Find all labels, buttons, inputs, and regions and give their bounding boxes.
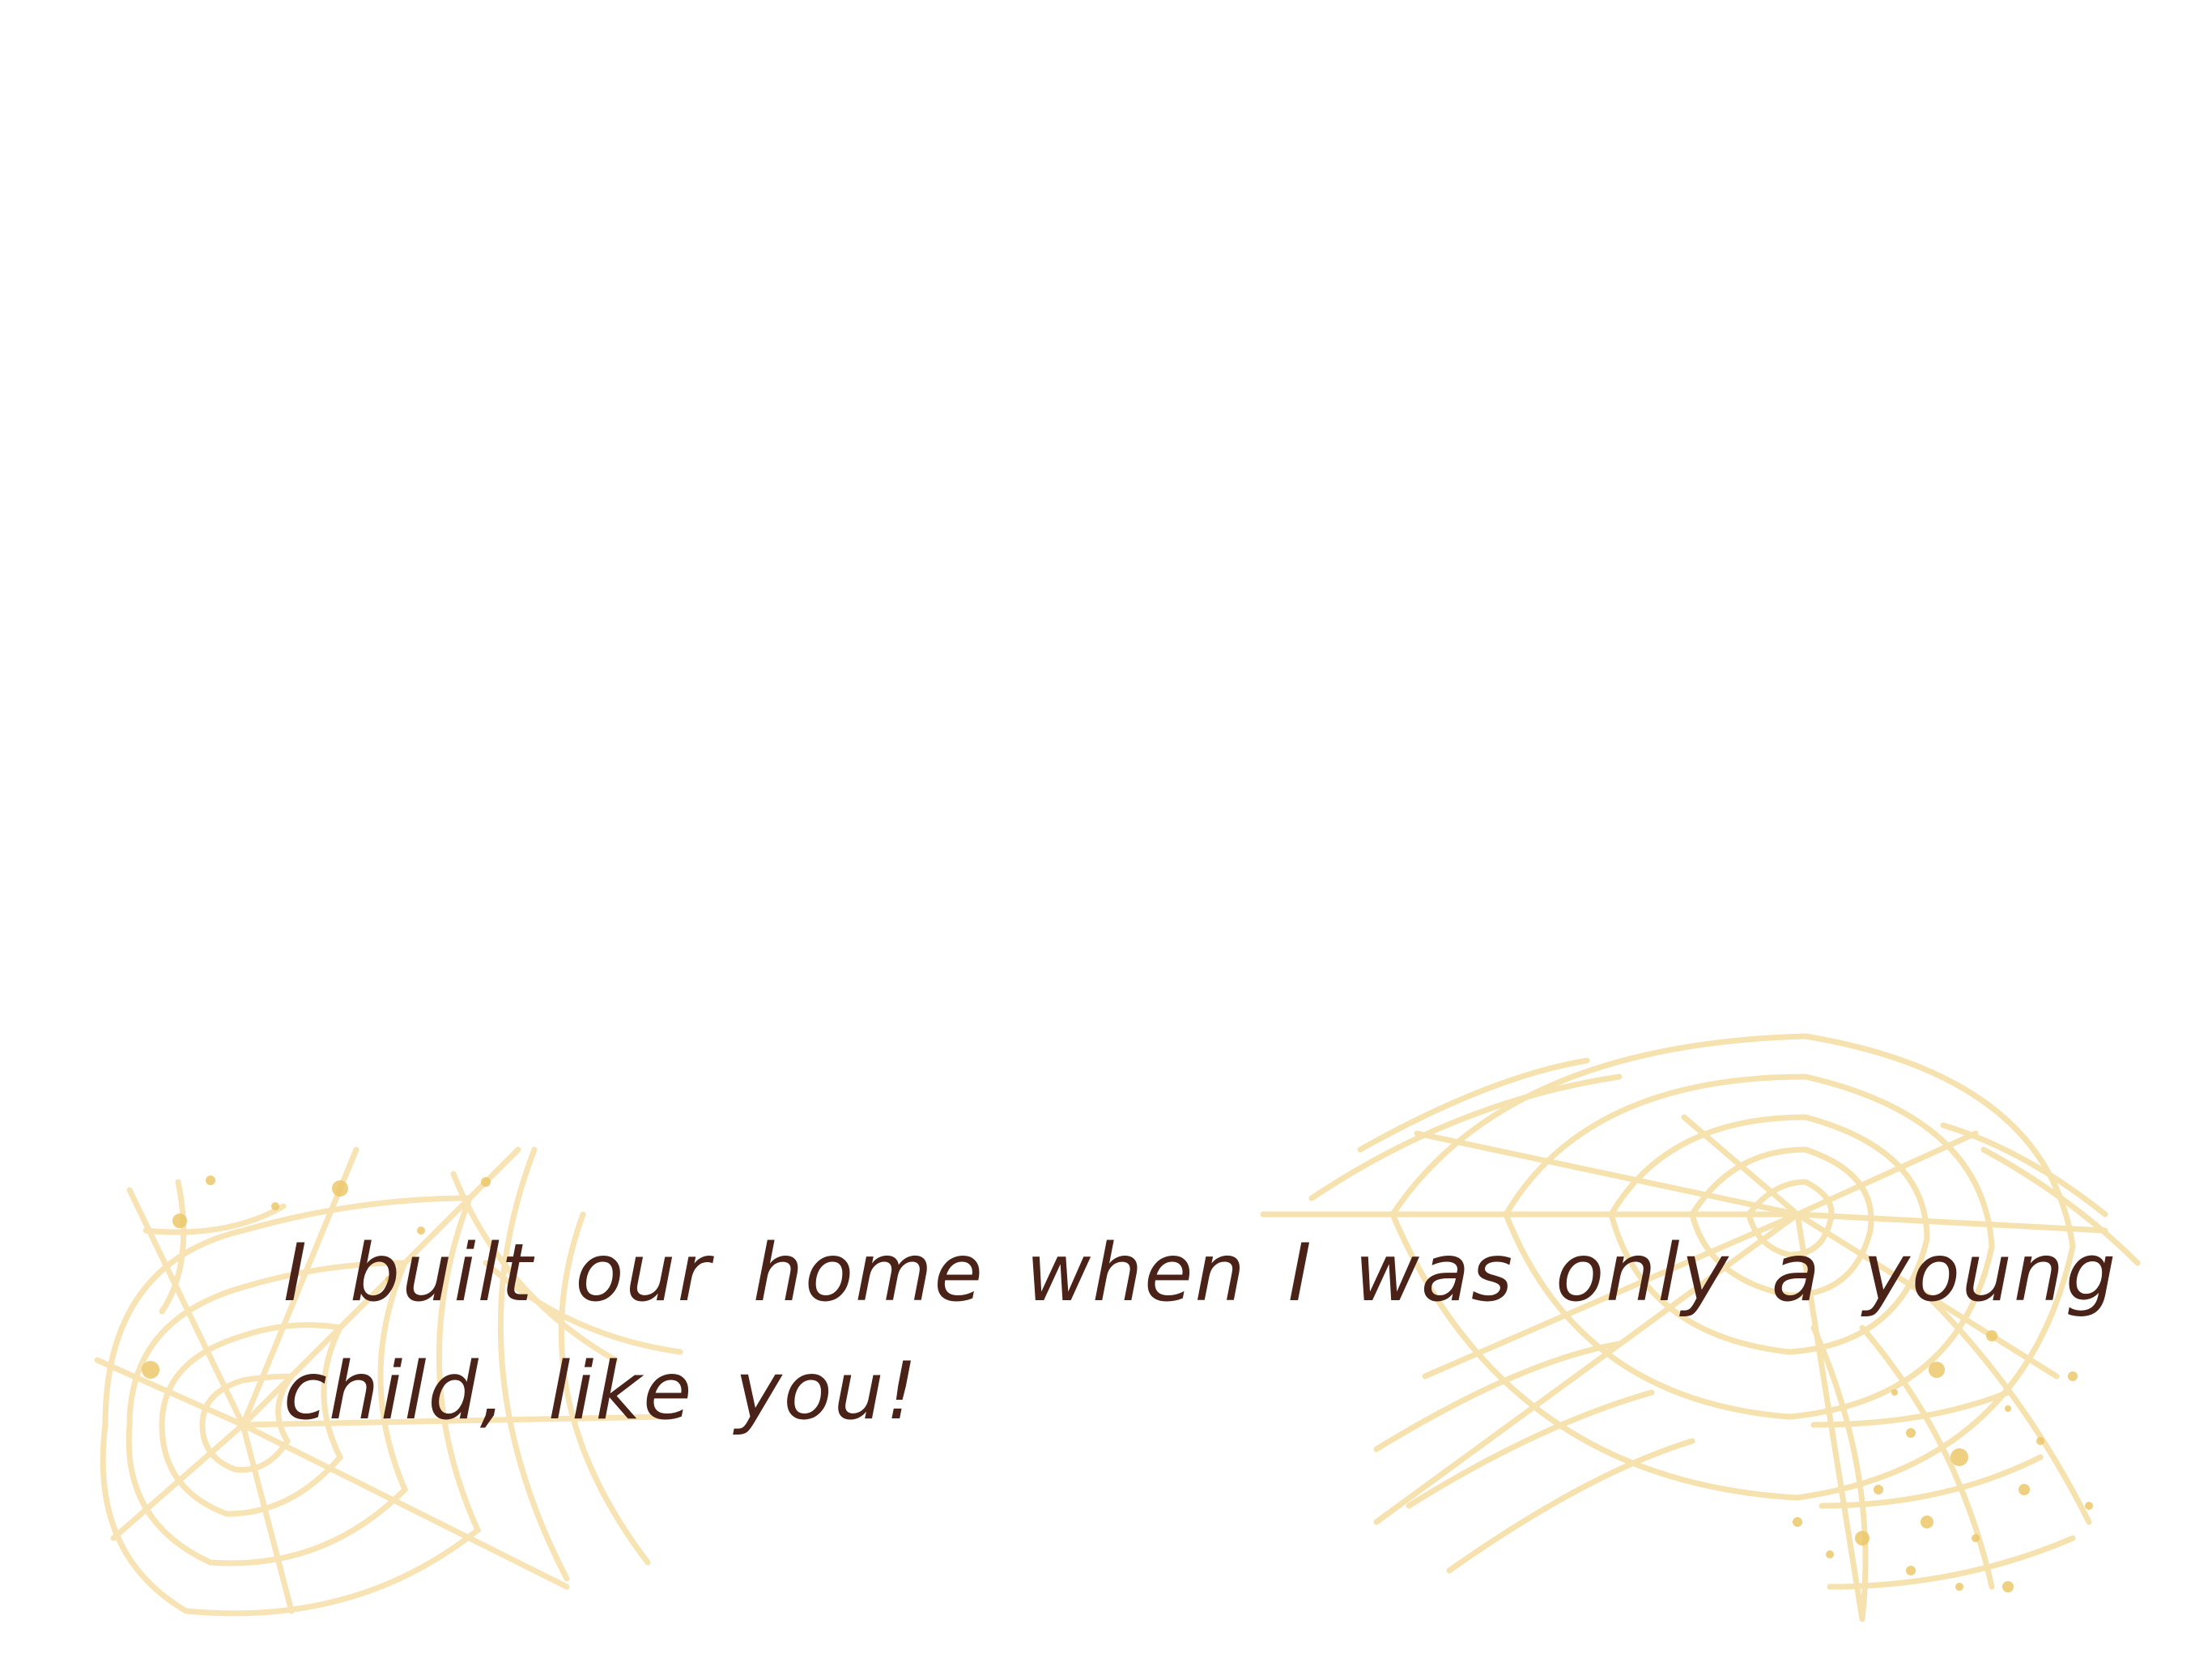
story-caption [283, 1214, 2118, 1451]
story-line-2: child, like you! [283, 1346, 919, 1438]
story-line-1: I built our home when I was only a young [283, 1227, 2118, 1320]
